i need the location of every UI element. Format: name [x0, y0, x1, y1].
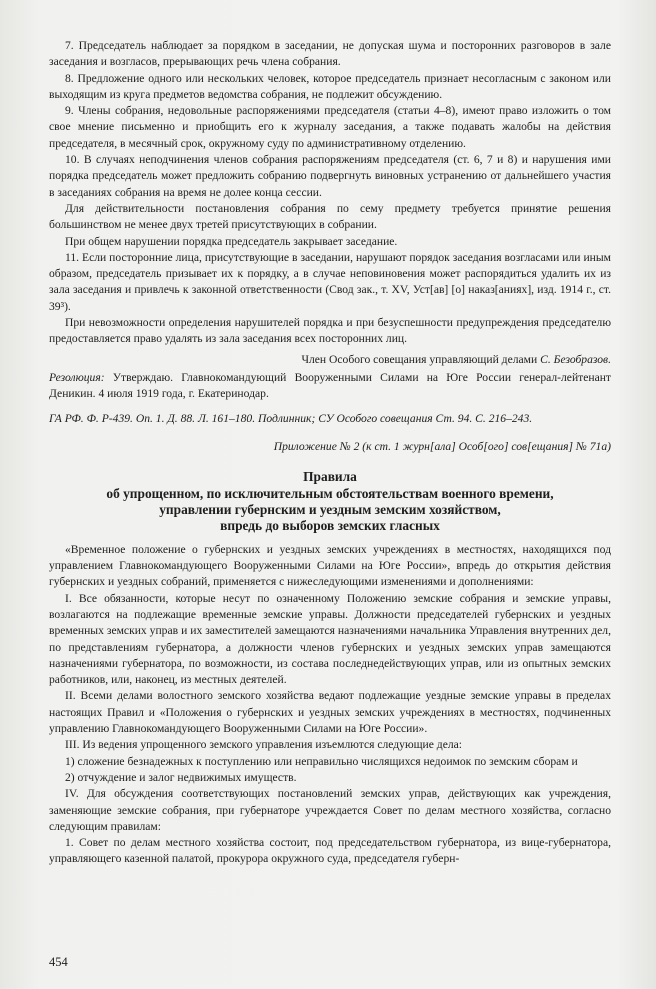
resolution-text: Утверждаю. Главнокомандующий Вооруженными Силами на Юге России генерал-лейтенант Деникин. 4 июля 1919 года, г. Екатеринодар.	[49, 370, 611, 401]
preamble-paragraph: «Временное положение о губернских и уездных земских учреждениях в местностях, находящихся под управлением Главнокомандующего Вооруженными Силами на Юге России», впредь до открытия действия губернских и уездных собраний, применяется с нижеследующими изменениями и дополнениями:	[49, 542, 611, 589]
section-iv-item-1: 1. Совет по делам местного хозяйства состоит, под председательством губернатора, из вице-губернатора, управляющего казенной палатой, прокурора окружного суда, председателя губерн-	[49, 836, 611, 866]
title-line: об упрощенном, по исключительным обстоятельствам военного времени,	[106, 485, 554, 501]
title-line: впредь до выборов земских гласных	[220, 518, 440, 534]
section-i: I. Все обязанности, которые несут по означенному Положению земские собрания и земские управы, возлагаются на подлежащие временные земские управы. Должности председателей губернских и уездных временных земских управ и их заместителей замещаются назначениями начальника Управления внутренних дел, по представлениям губернатора, а должности членов губернских и уездных земских управ замещаются назначениями губернатора, по возможности, из состава последнедействующих управ, или из опытных земских работников, или, наконец, из местных деятелей.	[49, 591, 611, 687]
title-line: Правила	[303, 469, 357, 485]
paragraph-8: 8. Предложение одного или нескольких человек, которое председатель признает несогласным с законом или выходящим из круга предметов ведомства собрания, не подлежит обсуждению.	[49, 71, 611, 101]
signature-line	[49, 352, 611, 368]
resolution	[49, 370, 611, 403]
page-body	[49, 38, 611, 868]
section-ii: II. Всеми делами волостного земского хозяйства ведают подлежащие уездные земские управы в пределах настоящих Правил и «Положения о губернских и уездных земских учреждениях в местностях, подчиненных управлению Главнокомандующего Вооруженными Силами на Юге России».	[49, 689, 611, 736]
paragraph-10: 10. В случаях неподчинения членов собрания распоряжениям председателя (ст. 6, 7 и 8) и нарушения ими порядка председатель может предложить собранию подвергнуть виновных устранению от дальнейшего участия в заседаниях собрания на время не долее конца сессии.	[49, 153, 611, 199]
paragraph-10-closing: При общем нарушении порядка председатель закрывает заседание.	[65, 234, 398, 248]
section-iii-item-2: 2) отчуждение и залог недвижимых имуществ.	[65, 770, 297, 784]
appendix-reference: Приложение № 2 (к ст. 1 журн[ала] Особ[ого] сов[ещания] № 71а)	[273, 439, 611, 453]
section-iii: III. Из ведения упрощенного земского управления изъемлются следующие дела:	[65, 738, 462, 752]
paragraph-11-removal: При невозможности определения нарушителей порядка и при безуспешности предупреждения председателю предоставляется право удалять из зала заседания всех посторонних лиц.	[49, 316, 611, 346]
archive-source: ГА РФ. Ф. Р-439. Оп. 1. Д. 88. Л. 161–180. Подлинник; СУ Особого совещания Ст. 94. С. 216–243.	[49, 411, 533, 425]
resolution-label: Резолюция:	[49, 370, 105, 384]
paragraph-10-majority: Для действительности постановления собрания по сему предмету требуется принятие решения большинством не менее двух третей присутствующих в собрании.	[49, 201, 611, 232]
signature-name: С. Безобразов.	[540, 352, 611, 366]
paragraph-11: 11. Если посторонние лица, присутствующие в заседании, нарушают порядок заседания возгласами или иным образом, председатель призывает их к порядку, а в случае неповиновения может распорядиться удалить их из зала заседания и привлечь к законной ответственности (Свод зак., т. XV, Уст[ав] [о] наказ[аниях], изд. 1914 г., ст. 39³).	[49, 250, 611, 313]
document-title	[49, 469, 611, 535]
signature-prefix: Член Особого совещания управляющий делами	[301, 352, 541, 366]
section-iii-item-1: 1) сложение безнадежных к поступлению или неправильно числящихся недоимок по земским сборам и	[65, 754, 578, 768]
page-number: 454	[49, 955, 68, 969]
paragraph-9: 9. Члены собрания, недовольные распоряжениями председателя (статьи 4–8), имеют право изложить о том свое мнение письменно и приобщить его к журналу заседания, а также подавать жалобы на действия председателя, в месячный срок, окружному суду по административному отделению.	[49, 104, 611, 150]
paragraph-7: 7. Председатель наблюдает за порядком в заседании, не допуская шума и посторонних разговоров в зале заседания и возгласов, прерывающих речь члена собрания.	[49, 39, 611, 69]
title-line: управлении губернским и уездным земским хозяйством,	[159, 501, 501, 517]
section-iv: IV. Для обсуждения соответствующих постановлений земских управ, действующих как учреждения, заменяющие земские собрания, при губернаторе учреждается Совет по делам местного хозяйства, согласно следующим правилам:	[49, 787, 611, 833]
